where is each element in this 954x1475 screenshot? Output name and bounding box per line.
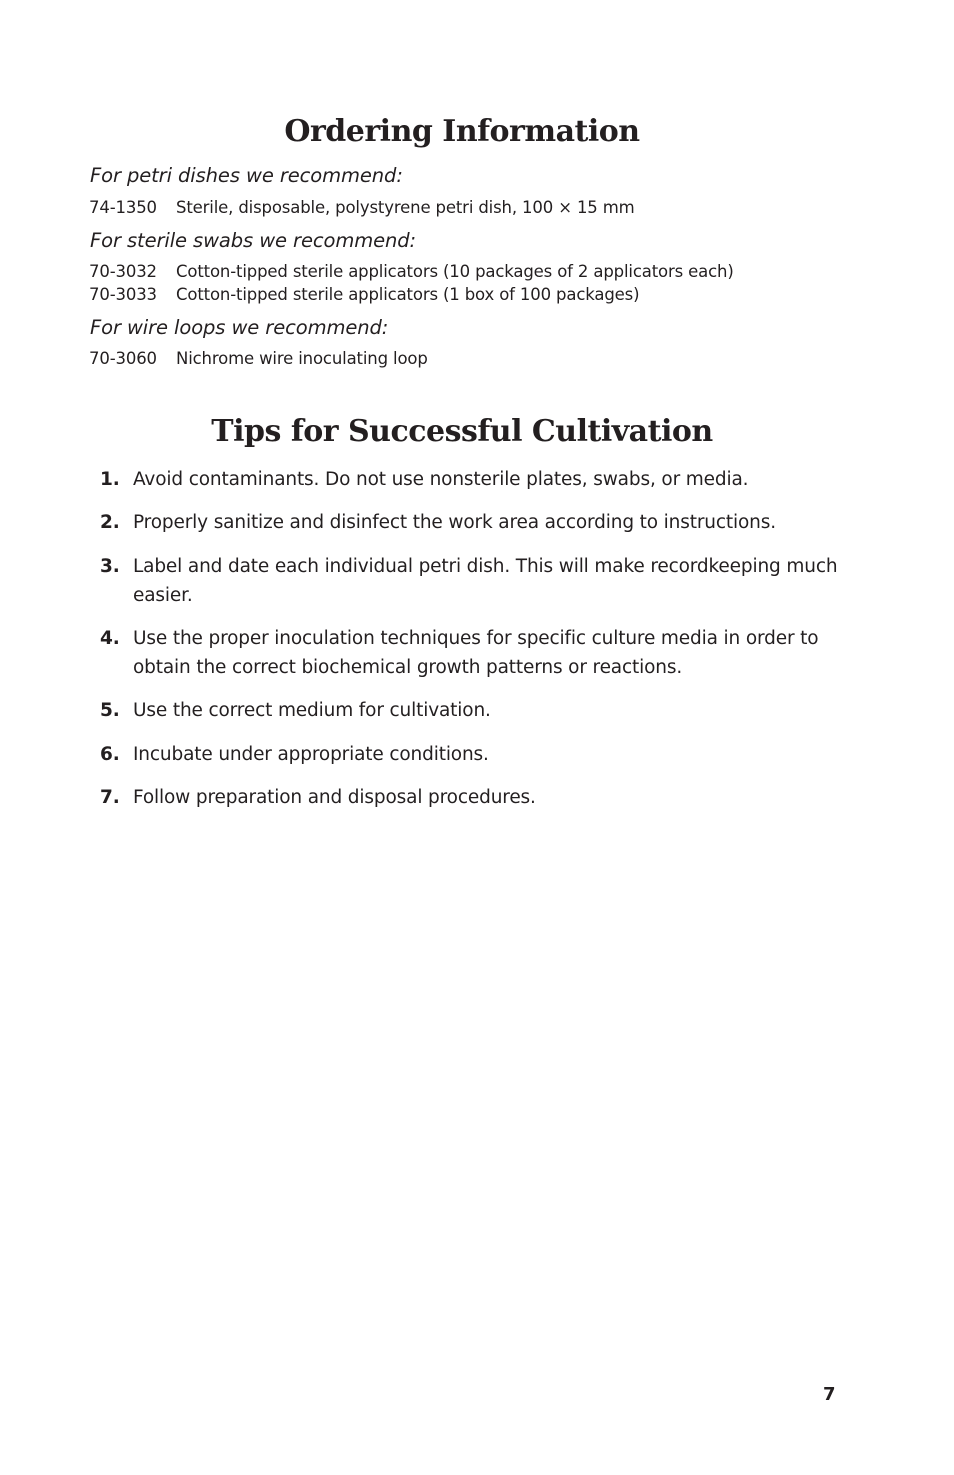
product-code: 70-3032	[89, 262, 157, 281]
tip-item	[100, 552, 840, 610]
product-description: Sterile, disposable, polystyrene petri dish, 100 × 15 mm	[176, 198, 635, 217]
product-description: Cotton-tipped sterile applicators (1 box of 100 packages)	[176, 285, 640, 304]
product-line	[89, 349, 428, 368]
tip-item	[100, 465, 840, 494]
sterile-swabs-heading: For sterile swabs we recommend:	[90, 229, 417, 252]
tip-item	[100, 508, 840, 537]
tip-number: 7.	[100, 787, 120, 808]
tip-number: 6.	[100, 744, 120, 765]
tip-text: Properly sanitize and disinfect the work area according to instructions.	[133, 512, 776, 533]
tip-number: 2.	[100, 512, 120, 533]
tip-number: 3.	[100, 556, 120, 577]
product-line	[89, 198, 635, 217]
tip-text: Follow preparation and disposal procedures.	[133, 787, 536, 808]
tip-text: Use the proper inoculation techniques for specific culture media in order to obtain the correct biochemical growth patterns or reactions.	[133, 628, 819, 678]
tip-item	[100, 624, 840, 682]
product-description: Cotton-tipped sterile applicators (10 packages of 2 applicators each)	[176, 262, 734, 281]
product-code: 74-1350	[89, 198, 157, 217]
tip-text: Incubate under appropriate conditions.	[133, 744, 489, 765]
tip-text: Label and date each individual petri dish. This will make recordkeeping much easier.	[133, 556, 838, 606]
petri-dishes-heading: For petri dishes we recommend:	[90, 164, 403, 187]
product-description: Nichrome wire inoculating loop	[176, 349, 428, 368]
tip-item	[100, 696, 840, 725]
tip-text: Avoid contaminants. Do not use nonsterile plates, swabs, or media.	[133, 469, 749, 490]
tip-number: 4.	[100, 628, 120, 649]
tip-item	[100, 740, 840, 769]
tip-number: 1.	[100, 469, 120, 490]
product-line	[89, 262, 734, 281]
tip-item	[100, 783, 840, 812]
tip-number: 5.	[100, 700, 120, 721]
product-line	[89, 285, 639, 304]
tips-title: Tips for Successful Cultivation	[211, 414, 713, 449]
ordering-title: Ordering Information	[284, 114, 640, 149]
tip-text: Use the correct medium for cultivation.	[133, 700, 491, 721]
product-code: 70-3033	[89, 285, 157, 304]
page-number: 7	[823, 1384, 836, 1405]
wire-loops-heading: For wire loops we recommend:	[90, 316, 389, 339]
product-code: 70-3060	[89, 349, 157, 368]
